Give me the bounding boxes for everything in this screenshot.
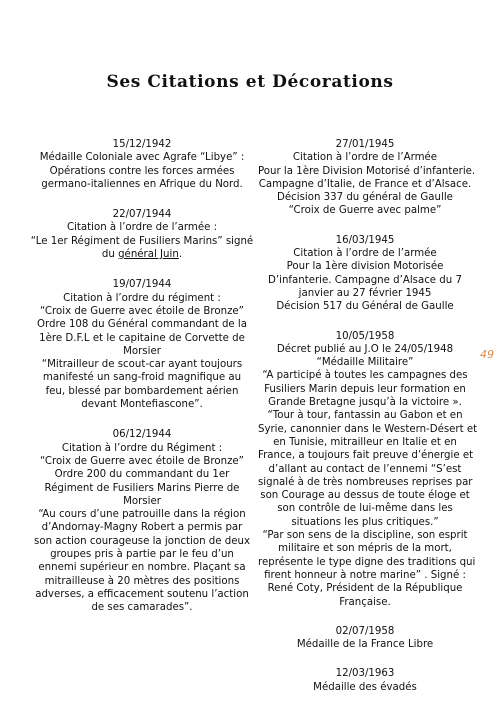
citation-text-line: Citation à l’ordre du Régiment :	[61, 442, 223, 454]
citation-text-line: représente le type digne des traditions qui	[258, 556, 476, 568]
citation-text-line: firent honneur à notre marine” . Signé :	[264, 569, 466, 581]
citation-text-line: France, a toujours fait preuve d’énergie et	[258, 450, 474, 462]
citation-text-line: Grande Bretagne jusqu’à la victoire ».	[268, 397, 462, 409]
citation-text-line: ennemi supérieur en nombre. Plaçant sa	[38, 562, 246, 574]
citation-text-line: “Par son sens de la discipline, son esprit	[262, 530, 468, 542]
citation-date: 15/12/1942	[112, 139, 172, 150]
citation-date: 16/03/1945	[335, 234, 395, 246]
citation-entry	[258, 330, 478, 609]
right-citations-column	[258, 138, 478, 710]
citation-text-line: son contrôle de lui-même dans les	[277, 503, 453, 515]
citation-text-line: Décret publié au J.O le 24/05/1948	[276, 343, 454, 355]
citation-date: 02/07/1958	[335, 625, 395, 637]
citation-entry	[258, 138, 476, 218]
citation-date: 27/01/1945	[335, 139, 395, 150]
citation-text-line: Décision 517 du Général de Gaulle	[276, 301, 454, 313]
citation-text-line: “Croix de Guerre avec étoile de Bronze”	[40, 305, 244, 317]
citation-text-line: de ses camarades”.	[91, 602, 193, 614]
citation-entry	[28, 138, 256, 191]
citation-date: 06/12/1944	[112, 429, 172, 441]
citation-text-line: 1ère D.F.L et le capitaine de Corvette de	[39, 332, 245, 344]
citation-text-line: Médaille des évadés	[313, 681, 417, 693]
citation-text-line: “Croix de Guerre avec étoile de Bronze”	[40, 455, 244, 467]
citation-entry	[258, 667, 472, 694]
citation-text-line: Ordre 108 du Général commandant de la	[36, 319, 248, 331]
left-citations-column	[28, 138, 256, 632]
citation-text-line: manifesté un sang-froid magnifique au	[42, 372, 242, 384]
citation-entry	[28, 428, 256, 614]
citation-text-line: Campagne d’Italie, de France et d’Alsace.	[258, 178, 472, 190]
citation-text-line	[28, 248, 256, 261]
citation-text-line: René Coty, Président de la République	[267, 583, 463, 595]
citation-entry	[28, 208, 256, 261]
citation-entry	[258, 234, 472, 314]
citation-text-line: militaire et son mépris de la mort,	[278, 543, 452, 555]
citation-text-line: Morsier	[123, 345, 161, 357]
citation-text-line: “Mitrailleur de scout-car ayant toujours	[41, 359, 243, 371]
citation-text-line: Fusiliers Marin depuis leur formation en	[264, 383, 466, 395]
citation-text-line: signalé à de très nombreuses reprises par	[258, 476, 473, 488]
citation-text-line: Ordre 200 du commandant du 1er	[54, 469, 230, 481]
citation-text-line: “A participé à toutes les campagnes des	[262, 370, 468, 382]
citation-text-line: d’allant au contact de l’ennemi “S’est	[268, 463, 462, 475]
citation-text-line: Française.	[339, 596, 391, 608]
citation-text-line: “Au cours d’une patrouille dans la région	[38, 509, 246, 521]
citation-text-line: Citation à l’ordre de l’Armée	[292, 152, 438, 164]
citation-text-line: “Le 1er Régiment de Fusiliers Marins” signé	[30, 235, 254, 247]
citation-text-line: feu, blessé par bombardement aérien	[45, 385, 239, 397]
citation-text-line: “Croix de Guerre avec palme”	[288, 205, 442, 217]
citation-text-line: situations les plus critiques.”	[291, 516, 439, 528]
page-title: Ses Citations et Décorations	[106, 72, 394, 92]
citation-text-line: mitrailleuse à 20 mètres des positions	[44, 575, 240, 587]
citation-date: 12/03/1963	[335, 668, 395, 680]
general-juin-link[interactable]: général Juin	[118, 249, 179, 261]
citation-entry	[258, 625, 472, 652]
citation-text-line: d’Andornay-Magny Robert a permis par	[41, 522, 243, 534]
citation-text-line: germano-italiennes en Afrique du Nord.	[41, 178, 243, 190]
citation-text-line: Pour la 1ère Division Motorisé d’infanterie.	[258, 165, 476, 177]
citation-date: 22/07/1944	[112, 209, 172, 221]
citation-text-line: D’infanterie. Campagne d’Alsace du 7	[268, 274, 462, 286]
citation-entry	[28, 278, 256, 411]
citation-text-line: Médaille de la France Libre	[296, 639, 434, 651]
citation-text-line: “Tour à tour, fantassin au Gabon et en	[267, 410, 463, 422]
link-prefix: du	[101, 249, 119, 261]
citation-text-line: Décision 337 du général de Gaulle	[277, 192, 453, 204]
citation-text-line: devant Montefiascone”.	[81, 399, 203, 411]
link-suffix: .	[178, 249, 183, 261]
page-number: 49	[480, 348, 494, 361]
citation-text-line: Opérations contre les forces armées	[49, 165, 235, 177]
citation-text-line: son Courage au dessus de toute éloge et	[260, 490, 470, 502]
citation-text-line: Citation à l’ordre du régiment :	[63, 292, 221, 304]
citation-text-line: groupes pris à partie par le feu d’un	[50, 549, 234, 561]
citation-text-line: Régiment de Fusiliers Marins Pierre de	[44, 482, 240, 494]
citation-text-line: “Médaille Militaire”	[316, 357, 414, 369]
citation-text-line: Pour la 1ère division Motorisée	[286, 261, 444, 273]
citation-text-line: Morsier	[123, 495, 161, 507]
citation-text-line: son action courageuse la jonction de deux	[34, 535, 250, 547]
citation-text-line: Syrie, canonnier dans le Western-Désert et	[258, 423, 478, 435]
citation-date: 19/07/1944	[112, 279, 172, 291]
citation-text-line: Citation à l’ordre de l’armée	[293, 248, 437, 260]
citation-text-line: Médaille Coloniale avec Agrafe “Libye” :	[39, 152, 245, 164]
citation-date: 10/05/1958	[335, 330, 395, 342]
citation-text-line: Citation à l’ordre de l’armée :	[66, 222, 218, 234]
citation-text-line: adverses, a efficacement soutenu l’action	[35, 588, 249, 600]
citation-text-line: janvier au 27 février 1945	[298, 287, 432, 299]
citation-text-line: en Tunisie, mitrailleur en Italie et en	[273, 436, 457, 448]
